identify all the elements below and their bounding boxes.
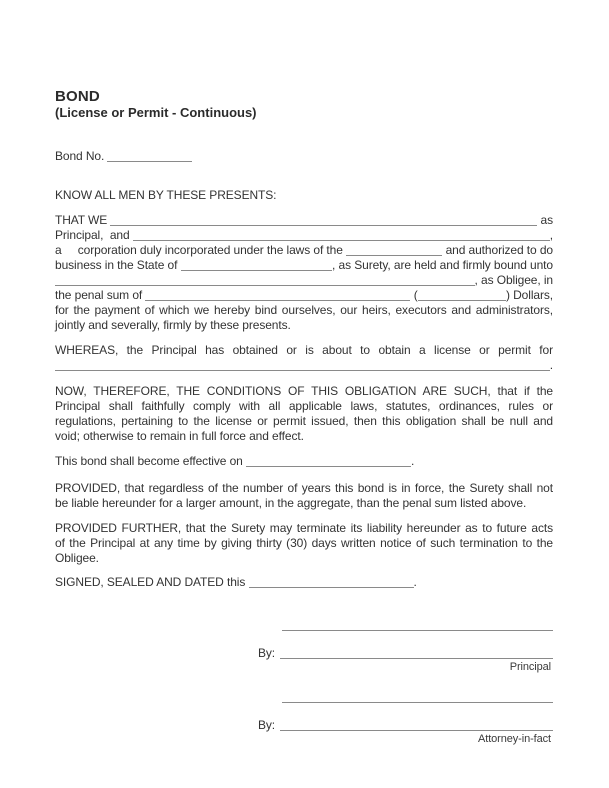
text-run: . <box>549 358 553 372</box>
text-run: . <box>410 454 415 468</box>
bond-number-line <box>55 149 553 164</box>
text-run: be liable hereunder for a larger amount, in the aggregate, than the penal sum listed above. <box>55 496 527 510</box>
text-run: and authorized to do <box>442 243 553 257</box>
by-label: By: <box>258 718 276 732</box>
text-run: Principal shall faithfully comply with all applicable laws, statutes, ordinances, rules or <box>55 399 553 413</box>
form-line <box>55 496 553 511</box>
whereas-clause <box>55 343 553 373</box>
form-line <box>55 343 553 358</box>
conditions-clause <box>55 384 553 444</box>
form-line <box>55 575 553 590</box>
form-line <box>55 414 553 429</box>
form-line <box>55 228 553 243</box>
blank-field <box>246 465 411 467</box>
form-line <box>55 318 553 333</box>
blank-field <box>145 299 410 301</box>
text-run: of the Principal at any time by giving thirty (30) days written notice of such termination to the <box>55 536 553 550</box>
form-line <box>55 399 553 414</box>
text-run: PROVIDED FURTHER, that the Surety may terminate its liability hereunder as to future acts <box>55 521 553 535</box>
salutation: KNOW ALL MEN BY THESE PRESENTS: <box>55 188 277 202</box>
blank-field <box>249 586 414 588</box>
form-line <box>55 288 553 303</box>
blank-field <box>346 254 442 256</box>
blank-field <box>107 160 192 162</box>
text-run: . <box>413 575 417 589</box>
text-run: void; otherwise to remain in full force and effect. <box>55 429 304 443</box>
signature-role-label: Attorney-in-fact <box>478 733 551 745</box>
signature-by-row <box>258 646 553 661</box>
text-run: PROVIDED, that regardless of the number of years this bond is in force, the Surety shall not <box>55 481 553 495</box>
text-run: regulations, pertaining to the license or permit issued, then this obligation shall be null and <box>55 414 553 428</box>
blank-field <box>55 284 475 286</box>
form-line <box>55 454 553 469</box>
signature-role-label: Principal <box>509 661 551 673</box>
blank-field <box>55 369 550 371</box>
text-run: as <box>537 213 553 227</box>
effective-date-line <box>55 454 553 469</box>
form-line <box>55 551 553 566</box>
form-line <box>55 358 553 373</box>
by-blank-line <box>280 657 553 659</box>
signature-by-row <box>258 718 553 733</box>
text-run: ) Dollars, <box>505 288 553 302</box>
form-line <box>55 521 553 536</box>
form-line <box>55 213 553 228</box>
text-run: Obligee. <box>55 551 99 565</box>
blank-field <box>418 299 506 301</box>
text-run: a corporation duly incorporated under the laws of the <box>55 243 347 257</box>
signature-name-line <box>258 690 553 705</box>
text-run: SIGNED, SEALED AND DATED this <box>55 575 249 589</box>
by-label: By: <box>258 646 276 660</box>
text-run: , as Surety, are held and firmly bound unto <box>332 258 553 272</box>
blank-field <box>110 224 537 226</box>
text-run: the penal sum of <box>55 288 146 302</box>
form-line <box>55 273 553 288</box>
text-run: , <box>549 228 553 242</box>
form-line <box>55 258 553 273</box>
form-line <box>55 536 553 551</box>
form-line <box>55 481 553 496</box>
text-run: jointly and severally, firmly by these presents. <box>55 318 291 332</box>
form-line <box>55 303 553 318</box>
provided-clause <box>55 481 553 511</box>
text-run: Bond No. <box>55 149 108 163</box>
document-title: BOND <box>55 88 100 105</box>
obligation-clause <box>55 213 553 333</box>
text-run: NOW, THEREFORE, THE CONDITIONS OF THIS OBLIGATION ARE SUCH, that if the <box>55 384 553 398</box>
form-line <box>55 243 553 258</box>
text-run: THAT WE <box>55 213 111 227</box>
form-line <box>55 429 553 444</box>
signature-blank-line <box>282 629 553 631</box>
text-run: Principal, and <box>55 228 133 242</box>
signature-principal <box>258 618 553 674</box>
text-run: This bond shall become effective on <box>55 454 246 468</box>
text-run: ( <box>410 288 418 302</box>
provided-further-clause <box>55 521 553 566</box>
text-run: business in the State of <box>55 258 181 272</box>
signed-sealed-dated-line <box>55 575 553 590</box>
blank-field <box>133 239 550 241</box>
form-line <box>55 149 553 164</box>
blank-field <box>181 269 332 271</box>
text-run: , as Obligee, in <box>474 273 553 287</box>
by-blank-line <box>280 729 553 731</box>
signature-attorney-in-fact <box>258 690 553 746</box>
signature-block <box>258 618 553 746</box>
text-run: for the payment of which we hereby bind ourselves, our heirs, executors and administrators, <box>55 303 553 317</box>
document-subtitle: (License or Permit - Continuous) <box>55 105 257 120</box>
signature-name-line <box>258 618 553 633</box>
form-line <box>55 384 553 399</box>
signature-blank-line <box>282 701 553 703</box>
text-run: WHEREAS, the Principal has obtained or is about to obtain a license or permit for <box>55 343 553 357</box>
